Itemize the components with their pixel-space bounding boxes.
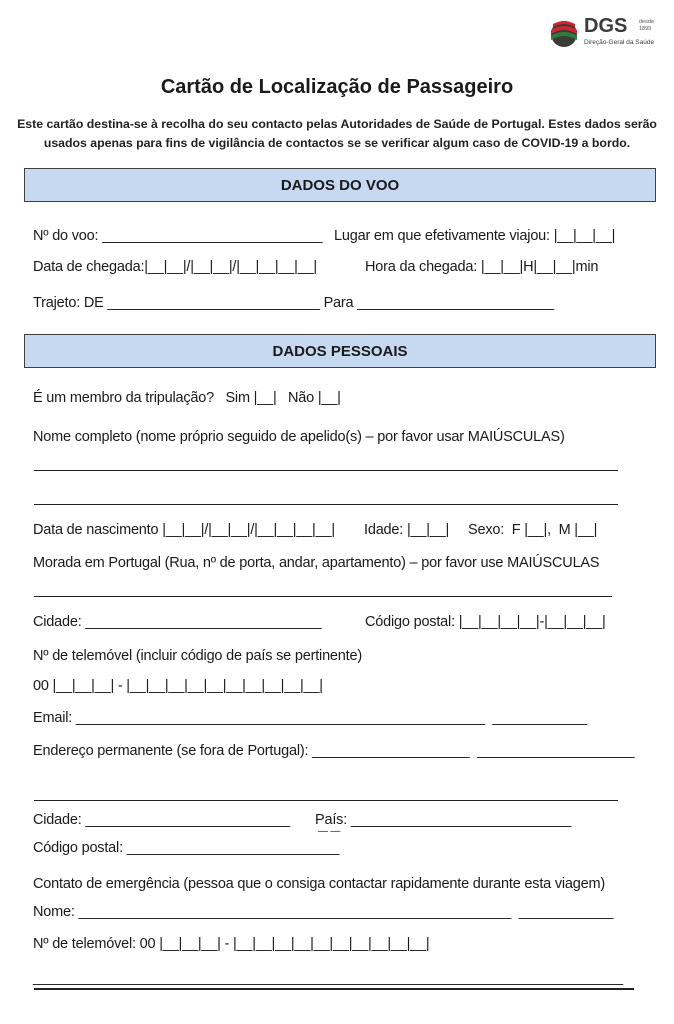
- intro-line-1: Este cartão destina-se à recolha do seu contacto pelas Autoridades de Saúde de Portugal. Estes dados serão: [17, 117, 657, 131]
- logo-since-1: desde: [639, 19, 654, 25]
- country-field[interactable]: País: ____________________________: [315, 812, 572, 828]
- mobile-field[interactable]: 00 |__|__|__| - |__|__|__|__|__|__|__|__|__|__|: [33, 678, 323, 694]
- address-label: Morada em Portugal (Rua, nº de porta, andar, apartamento) – por favor use MAIÚSCULAS: [33, 555, 600, 571]
- age-field[interactable]: Idade: |__|__|: [364, 522, 450, 538]
- permanent-address-line[interactable]: [34, 800, 618, 801]
- intro-line-2: usados apenas para fins de vigilância de contactos se se verificar algum caso de COVID-19 a bordo.: [43, 136, 631, 150]
- emergency-mobile-field[interactable]: Nº de telemóvel: 00 |__|__|__| - |__|__|__|__|__|__|__|__|__|__|: [33, 936, 430, 952]
- country-dash: — —: [318, 826, 341, 837]
- arrival-time-field[interactable]: Hora da chegada: |__|__|H|__|__|min: [365, 259, 599, 275]
- flight-number-field[interactable]: Nº do voo: ____________________________: [33, 228, 323, 244]
- section-personal-title: DADOS PESSOAIS: [272, 342, 408, 360]
- section-flight-header: [24, 168, 656, 202]
- emergency-label: Contato de emergência (pessoa que o consiga contactar rapidamente durante esta viagem): [33, 876, 606, 892]
- section-flight-title: DADOS DO VOO: [280, 176, 400, 194]
- logo-brand: DGS: [584, 15, 628, 37]
- postal-code-field[interactable]: Código postal: |__|__|__|__|-|__|__|__|: [365, 614, 606, 630]
- route-field[interactable]: Trajeto: DE ___________________________ Para _________________________: [33, 295, 554, 311]
- city2-field[interactable]: Cidade: __________________________: [33, 812, 290, 828]
- full-name-line-2[interactable]: [34, 504, 618, 505]
- permanent-address-field[interactable]: Endereço permanente (se fora de Portugal): ____________________ ____________________: [33, 743, 635, 759]
- mobile-label: Nº de telemóvel (incluir código de país se pertinente): [33, 648, 362, 664]
- section-personal-header: [24, 334, 656, 368]
- full-name-line-1[interactable]: [34, 470, 618, 471]
- logo-since-2: 1899: [639, 26, 652, 32]
- sex-field[interactable]: Sexo: F |__|, M |__|: [468, 522, 598, 538]
- logo-subtitle: Direção-Geral da Saúde: [584, 39, 655, 46]
- bottom-line[interactable]: ___________________________________________________________________________: [33, 970, 623, 986]
- postal-code2-field[interactable]: Código postal: ___________________________: [33, 840, 340, 856]
- birth-date-field[interactable]: Data de nascimento |__|__|/|__|__|/|__|__|__|__|: [33, 522, 335, 538]
- dgs-logo: [548, 14, 658, 54]
- email-field[interactable]: Email: ____________________________________________________ ____________: [33, 710, 587, 726]
- address-line[interactable]: [34, 596, 612, 597]
- page-title: Cartão de Localização de Passageiro: [160, 76, 514, 98]
- arrival-date-field[interactable]: Data de chegada:|__|__|/|__|__|/|__|__|__|__|: [33, 259, 317, 275]
- seat-field[interactable]: Lugar em que efetivamente viajou: |__|__|__|: [334, 228, 616, 244]
- full-name-label: Nome completo (nome próprio seguido de apelido(s) – por favor usar MAIÚSCULAS): [33, 429, 565, 445]
- city-field[interactable]: Cidade: ______________________________: [33, 614, 322, 630]
- emergency-name-field[interactable]: Nome: _______________________________________________________ ____________: [33, 904, 614, 920]
- crew-question[interactable]: É um membro da tripulação? Sim |__| Não |__|: [33, 390, 341, 406]
- bottom-rule: [34, 988, 634, 990]
